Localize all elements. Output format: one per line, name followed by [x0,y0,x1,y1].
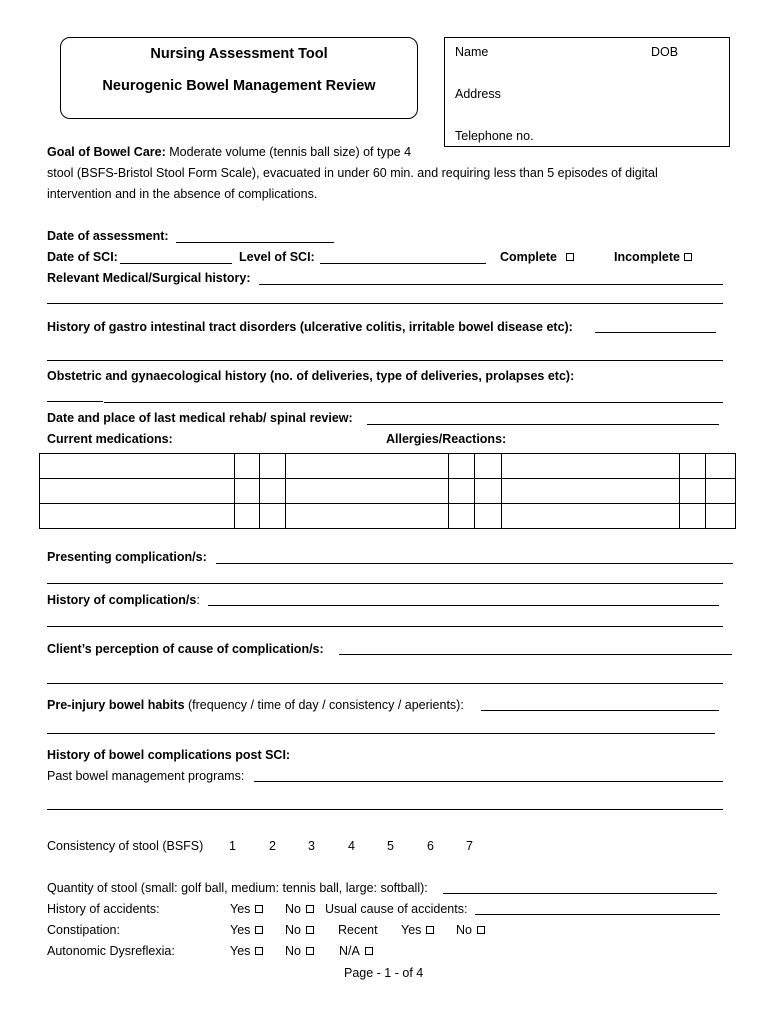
goal-line-1 [47,145,411,159]
recent-no-checkbox[interactable] [477,926,485,934]
form-title: Nursing Assessment Tool [150,46,328,62]
goal-text-1: Moderate volume (tennis ball size) of type 4 [165,145,412,159]
telephone-label: Telephone no. [455,129,534,143]
incomplete-option[interactable] [614,250,692,264]
page-number: Page - 1 - of 4 [344,966,424,980]
history-complication-colon: : [196,593,200,607]
table-cell[interactable] [475,479,502,504]
table-cell[interactable] [260,479,286,504]
dysreflexia-no-option[interactable] [285,944,314,958]
last-review-label: Date and place of last medical rehab/ spinal review: [47,411,353,425]
quantity-field[interactable] [443,893,717,894]
bsfs-option-2[interactable]: 2 [269,839,276,853]
table-cell[interactable] [706,504,736,529]
preinjury-label: Pre-injury bowel habits [47,698,185,712]
table-cell[interactable] [235,504,260,529]
usual-cause-label: Usual cause of accidents: [325,902,468,916]
table-cell[interactable] [235,454,260,479]
client-perception-field-2[interactable] [47,683,723,684]
bsfs-option-7[interactable]: 7 [466,839,473,853]
bsfs-option-4[interactable]: 4 [348,839,355,853]
name-label: Name [455,45,489,59]
relevant-history-field-2[interactable] [47,303,723,304]
gi-history-field-2[interactable] [47,360,723,361]
preinjury-row [47,698,464,712]
accidents-no-option[interactable] [285,902,314,916]
constipation-yes-checkbox[interactable] [255,926,263,934]
allergies-label: Allergies/Reactions: [386,432,507,446]
dysreflexia-yes-checkbox[interactable] [255,947,263,955]
history-complication-row [47,593,200,607]
table-cell[interactable] [680,504,706,529]
table-cell[interactable] [502,504,680,529]
dob-label: DOB [651,45,679,59]
table-cell[interactable] [449,504,475,529]
obstetric-history-field[interactable] [47,401,103,402]
constipation-yes-option[interactable] [230,923,263,937]
table-cell[interactable] [449,479,475,504]
last-review-field[interactable] [367,424,719,425]
table-row [40,479,736,504]
quantity-label: Quantity of stool (small: golf ball, medium: tennis ball, large: softball): [47,881,428,895]
table-cell[interactable] [475,454,502,479]
recent-no-label: No [456,923,472,937]
incomplete-label: Incomplete [614,250,680,264]
date-of-sci-field[interactable] [120,263,232,264]
history-complication-field[interactable] [208,605,719,606]
recent-yes-label: Yes [401,923,422,937]
table-cell[interactable] [40,504,235,529]
history-complication-field-2[interactable] [47,626,723,627]
table-row [40,504,736,529]
table-cell[interactable] [260,504,286,529]
medications-table [39,453,736,529]
table-cell[interactable] [502,479,680,504]
date-of-sci-label: Date of SCI: [47,250,118,264]
table-cell[interactable] [706,454,736,479]
preinjury-field[interactable] [481,710,719,711]
obstetric-history-label: Obstetric and gynaecological history (no. of deliveries, type of deliveries, prolapses etc): [47,369,575,383]
dysreflexia-na-option[interactable] [339,944,373,958]
past-programs-label: Past bowel management programs: [47,769,245,783]
bsfs-option-6[interactable]: 6 [427,839,434,853]
gi-history-label: History of gastro intestinal tract disorders (ulcerative colitis, irritable bowel disease etc): [47,320,573,334]
complete-option[interactable] [500,250,574,264]
relevant-history-label: Relevant Medical/Surgical history: [47,271,251,285]
dysreflexia-label: Autonomic Dysreflexia: [47,944,175,958]
goal-label: Goal of Bowel Care: [47,145,166,159]
table-cell[interactable] [40,479,235,504]
dysreflexia-na-label: N/A [339,944,360,958]
presenting-complication-label: Presenting complication/s: [47,550,207,564]
client-perception-field[interactable] [339,654,732,655]
complete-checkbox[interactable] [566,253,574,261]
accidents-label: History of accidents: [47,902,160,916]
goal-line-3: intervention and in the absence of complications. [47,187,318,201]
table-cell[interactable] [40,454,235,479]
table-cell[interactable] [286,454,449,479]
past-programs-field-2[interactable] [47,809,723,810]
constipation-label: Constipation: [47,923,120,937]
usual-cause-field[interactable] [475,914,720,915]
past-programs-field[interactable] [254,781,723,782]
constipation-no-option[interactable] [285,923,314,937]
table-cell[interactable] [235,479,260,504]
accidents-no-checkbox[interactable] [306,905,314,913]
table-cell[interactable] [680,479,706,504]
form-subtitle: Neurogenic Bowel Management Review [102,78,376,94]
date-of-assessment-label: Date of assessment: [47,229,169,243]
level-of-sci-label: Level of SCI: [239,250,315,264]
constipation-no-checkbox[interactable] [306,926,314,934]
history-complication-label: History of complication/s [47,593,197,607]
level-of-sci-field[interactable] [320,263,486,264]
table-cell[interactable] [475,504,502,529]
recent-yes-checkbox[interactable] [426,926,434,934]
table-cell[interactable] [286,479,449,504]
relevant-history-field[interactable] [259,284,723,285]
accidents-yes-option[interactable] [230,902,263,916]
recent-label: Recent [338,923,378,937]
consistency-label: Consistency of stool (BSFS) [47,839,204,853]
presenting-complication-field-2[interactable] [47,583,723,584]
presenting-complication-field[interactable] [216,563,733,564]
date-of-assessment-field[interactable] [176,242,334,243]
dysreflexia-na-checkbox[interactable] [365,947,373,955]
bsfs-option-1[interactable]: 1 [229,839,236,853]
dysreflexia-yes-label: Yes [230,944,251,958]
preinjury-detail: (frequency / time of day / consistency / aperients): [184,698,464,712]
table-cell[interactable] [680,454,706,479]
gi-history-field[interactable] [595,332,716,333]
obstetric-history-field-2[interactable] [104,402,723,403]
recent-no-option[interactable] [456,923,485,937]
table-cell[interactable] [449,454,475,479]
constipation-yes-label: Yes [230,923,251,937]
address-label: Address [455,87,501,101]
bsfs-option-5[interactable]: 5 [387,839,394,853]
preinjury-field-2[interactable] [47,733,715,734]
dysreflexia-no-checkbox[interactable] [306,947,314,955]
table-cell[interactable] [706,479,736,504]
table-cell[interactable] [286,504,449,529]
accidents-yes-label: Yes [230,902,251,916]
client-perception-label: Client’s perception of cause of complication/s: [47,642,324,656]
table-cell[interactable] [502,454,680,479]
accidents-yes-checkbox[interactable] [255,905,263,913]
recent-yes-option[interactable] [401,923,434,937]
dysreflexia-no-label: No [285,944,301,958]
goal-line-2: stool (BSFS-Bristol Stool Form Scale), evacuated in under 60 min. and requiring less than 5 episodes of digital [47,166,658,180]
constipation-no-label: No [285,923,301,937]
current-medications-label: Current medications: [47,432,173,446]
complete-label: Complete [500,250,557,264]
incomplete-checkbox[interactable] [684,253,692,261]
table-row [40,454,736,479]
bsfs-option-3[interactable]: 3 [308,839,315,853]
accidents-no-label: No [285,902,301,916]
table-cell[interactable] [260,454,286,479]
post-sci-heading: History of bowel complications post SCI: [47,748,291,762]
dysreflexia-yes-option[interactable] [230,944,263,958]
